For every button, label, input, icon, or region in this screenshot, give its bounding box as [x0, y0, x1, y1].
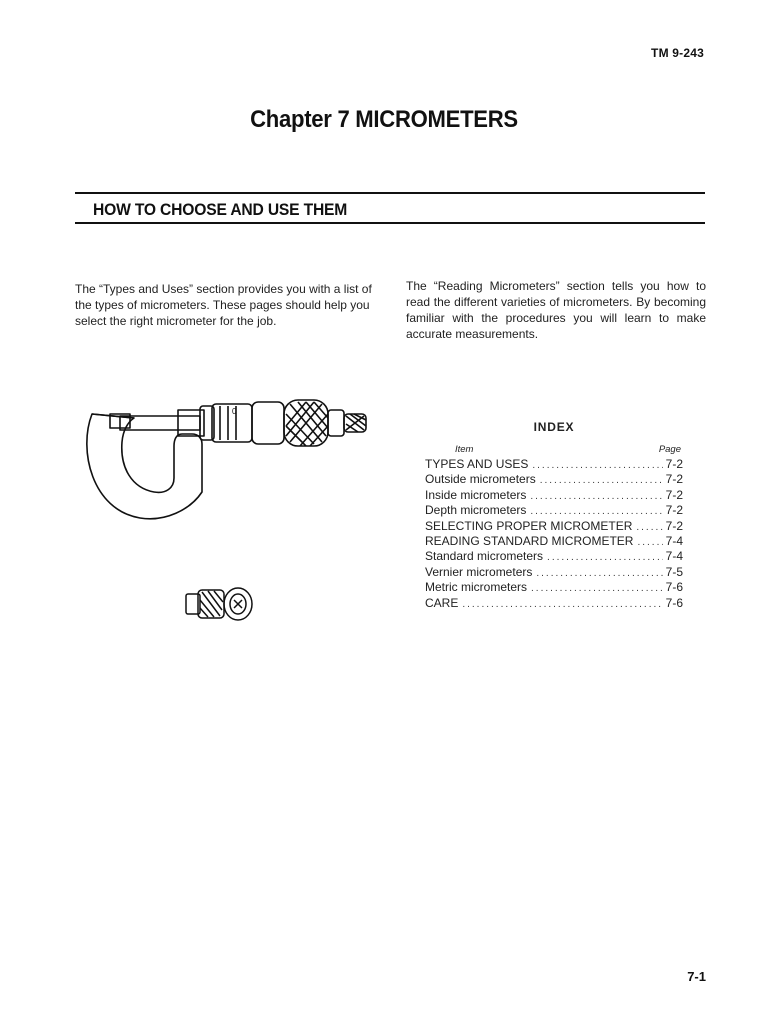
index-entry-page: 7-2 [665, 518, 683, 533]
index-entry-page: 7-6 [665, 595, 683, 610]
index-entry [425, 519, 683, 534]
leader-dots [540, 475, 663, 486]
leader-dots [532, 460, 662, 471]
leader-dots [530, 491, 662, 502]
section-heading: HOW TO CHOOSE AND USE THEM [93, 200, 348, 219]
index-entry-label: CARE [425, 595, 459, 610]
index-entry-label: Vernier micrometers [425, 564, 533, 579]
index-entry [425, 472, 683, 487]
index-header-row [455, 444, 683, 455]
page-number: 7-1 [687, 969, 706, 984]
index-entry [425, 457, 683, 472]
index-page-header: Page [658, 444, 681, 455]
index-entry-page: 7-2 [665, 472, 683, 487]
index-entry [425, 580, 683, 595]
intro-paragraph-reading-micrometers: The “Reading Micrometers” section tells you how to read the different varieties of micrometers. By becoming familiar with the procedures you will learn to make accurate measurements. [406, 279, 706, 341]
index-title: INDEX [533, 420, 575, 434]
index-entry-label: SELECTING PROPER MICROMETER [425, 518, 633, 533]
index-entry-label: Depth micrometers [425, 503, 527, 518]
outside-micrometer-illustration [70, 380, 380, 550]
chapter-title: Chapter 7 MICROMETERS [250, 106, 518, 133]
index-entry-page: 7-4 [665, 533, 683, 548]
leader-dots [547, 552, 663, 563]
intro-paragraph-types-and-uses: The “Types and Uses” section provides you with a list of the types of micrometers. These pages should help you select the right micrometer for the job. [75, 282, 372, 328]
index-entry-label: Inside micrometers [425, 487, 527, 502]
leader-dots [462, 599, 662, 610]
document-code: TM 9-243 [651, 46, 704, 60]
index-entry [425, 503, 683, 518]
leader-dots [536, 568, 662, 579]
index-entry-label: Metric micrometers [425, 580, 528, 595]
leader-dots [530, 506, 662, 517]
index-entry-page: 7-2 [665, 487, 683, 502]
index-entry [425, 488, 683, 503]
index-entry-page: 7-4 [665, 549, 683, 564]
index-entry-label: Outside micrometers [425, 472, 536, 487]
index-entry-page: 7-2 [665, 457, 683, 471]
index-entry-label: READING STANDARD MICROMETER [425, 533, 634, 548]
index-table [425, 420, 683, 611]
leader-dots [531, 583, 663, 594]
index-entry-label: TYPES AND USES [425, 457, 529, 471]
index-entry-page: 7-2 [665, 503, 683, 518]
index-entry-page: 7-6 [665, 580, 683, 595]
leader-dots [636, 522, 662, 533]
section-banner [75, 192, 705, 224]
leader-dots [637, 537, 662, 548]
scale-digit: 0 [232, 407, 237, 416]
index-entry [425, 565, 683, 580]
thimble-closeup-illustration [180, 580, 260, 630]
index-entry [425, 596, 683, 611]
index-entry [425, 549, 683, 564]
index-entries [425, 457, 683, 611]
index-entry [425, 534, 683, 549]
index-item-header: Item [455, 444, 474, 455]
index-entry-page: 7-5 [665, 564, 683, 579]
index-entry-label: Standard micrometers [425, 549, 544, 564]
